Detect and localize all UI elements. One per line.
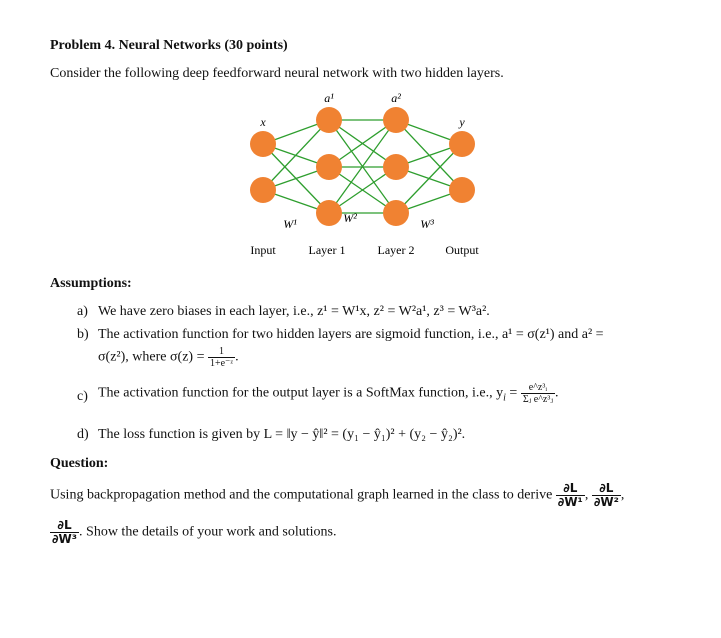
assumptions-heading: Assumptions: xyxy=(50,276,132,291)
node-output-1 xyxy=(449,131,475,157)
assumption-c-marker: c) xyxy=(77,389,88,404)
derivative-w1 xyxy=(556,482,585,509)
layer-label-input: Input xyxy=(250,243,276,257)
node-layer2-1 xyxy=(383,107,409,133)
derivative-w3-num: ∂L xyxy=(50,519,79,533)
derivative-w2 xyxy=(592,482,621,509)
label-a1: a¹ xyxy=(324,91,334,105)
question-instruction: . Show the details of your work and solutions. xyxy=(79,524,337,540)
assumption-d-text: The loss function is given by L = ‖y − ŷ‖² = (y₁ − ŷ₁)² + (y₂ − ŷ₂)². xyxy=(98,427,466,442)
node-layer2-2 xyxy=(383,154,409,180)
node-layer1-2 xyxy=(316,154,342,180)
node-layer1-1 xyxy=(316,107,342,133)
derivative-w3 xyxy=(50,519,79,546)
assumption-b-prefix: σ(z²), where σ(z) = xyxy=(98,349,205,365)
layer-label-layer1: Layer 1 xyxy=(308,243,346,257)
node-layer2-3 xyxy=(383,200,409,226)
assumption-a-text: We have zero biases in each layer, i.e., z¹ = W¹x, z² = W²a¹, z³ = W³a². xyxy=(98,304,490,319)
sigmoid-numerator: 1 xyxy=(208,346,235,358)
assumption-c-prefix: The activation function for the output layer is a SoftMax function, i.e., y xyxy=(98,385,504,401)
label-a2: a² xyxy=(391,91,401,105)
assumption-b-suffix: . xyxy=(235,349,239,365)
assumption-d-marker: d) xyxy=(77,427,89,442)
problem-title: Problem 4. Neural Networks (30 points) xyxy=(50,38,288,53)
node-input-2 xyxy=(250,177,276,203)
assumption-c-eq: = xyxy=(505,385,518,401)
assumption-b-line1: The activation function for two hidden layers are sigmoid function, i.e., a¹ = σ(z¹) and a² = xyxy=(98,327,604,342)
sigmoid-denominator: 1+e⁻ᶻ xyxy=(209,358,234,369)
derivative-w3-den: ∂W³ xyxy=(52,532,78,546)
label-x: x xyxy=(260,115,266,129)
assumption-c-subscript: i xyxy=(503,392,506,404)
node-layer1-3 xyxy=(316,200,342,226)
neural-network-diagram xyxy=(235,86,495,266)
weight-label-w2: W² xyxy=(343,211,357,225)
question-line2 xyxy=(50,519,336,546)
derivative-w1-num: ∂L xyxy=(556,482,585,496)
assumption-a-marker: a) xyxy=(77,304,88,319)
weight-label-w1: W¹ xyxy=(283,217,297,231)
question-heading: Question: xyxy=(50,456,109,471)
question-line1: Using backpropagation method and the computational graph learned in the class to derive $\frac{\partial L}{\text{∂W¹}}$ , $\frac{\partial L}{\text{∂W²}}$ , xyxy=(50,481,625,509)
node-input-1 xyxy=(250,131,276,157)
problem-intro: Consider the following deep feedforward neural network with two hidden layers. xyxy=(50,66,504,81)
softmax-fraction xyxy=(521,382,555,405)
question-text: Using backpropagation method and the computational graph learned in the class to derive xyxy=(50,487,553,503)
layer-label-layer2: Layer 2 xyxy=(377,243,415,257)
assumption-b-line2 xyxy=(98,346,239,369)
softmax-numerator: e^z³ᵢ xyxy=(521,382,555,394)
weight-label-w3: W³ xyxy=(420,217,434,231)
node-output-2 xyxy=(449,177,475,203)
layer-label-output: Output xyxy=(445,243,479,257)
derivative-w1-den: ∂W¹ xyxy=(557,495,583,509)
derivative-w2-den: ∂W² xyxy=(593,495,619,509)
label-y: y xyxy=(459,115,465,129)
softmax-denominator: Σⱼ e^z³ⱼ xyxy=(522,394,553,405)
assumption-c-line xyxy=(98,382,558,405)
assumption-b-marker: b) xyxy=(77,327,89,342)
sigmoid-fraction xyxy=(208,346,235,369)
derivative-w2-num: ∂L xyxy=(592,482,621,496)
assumption-c-suffix: . xyxy=(554,385,559,401)
edge-group xyxy=(263,120,462,213)
